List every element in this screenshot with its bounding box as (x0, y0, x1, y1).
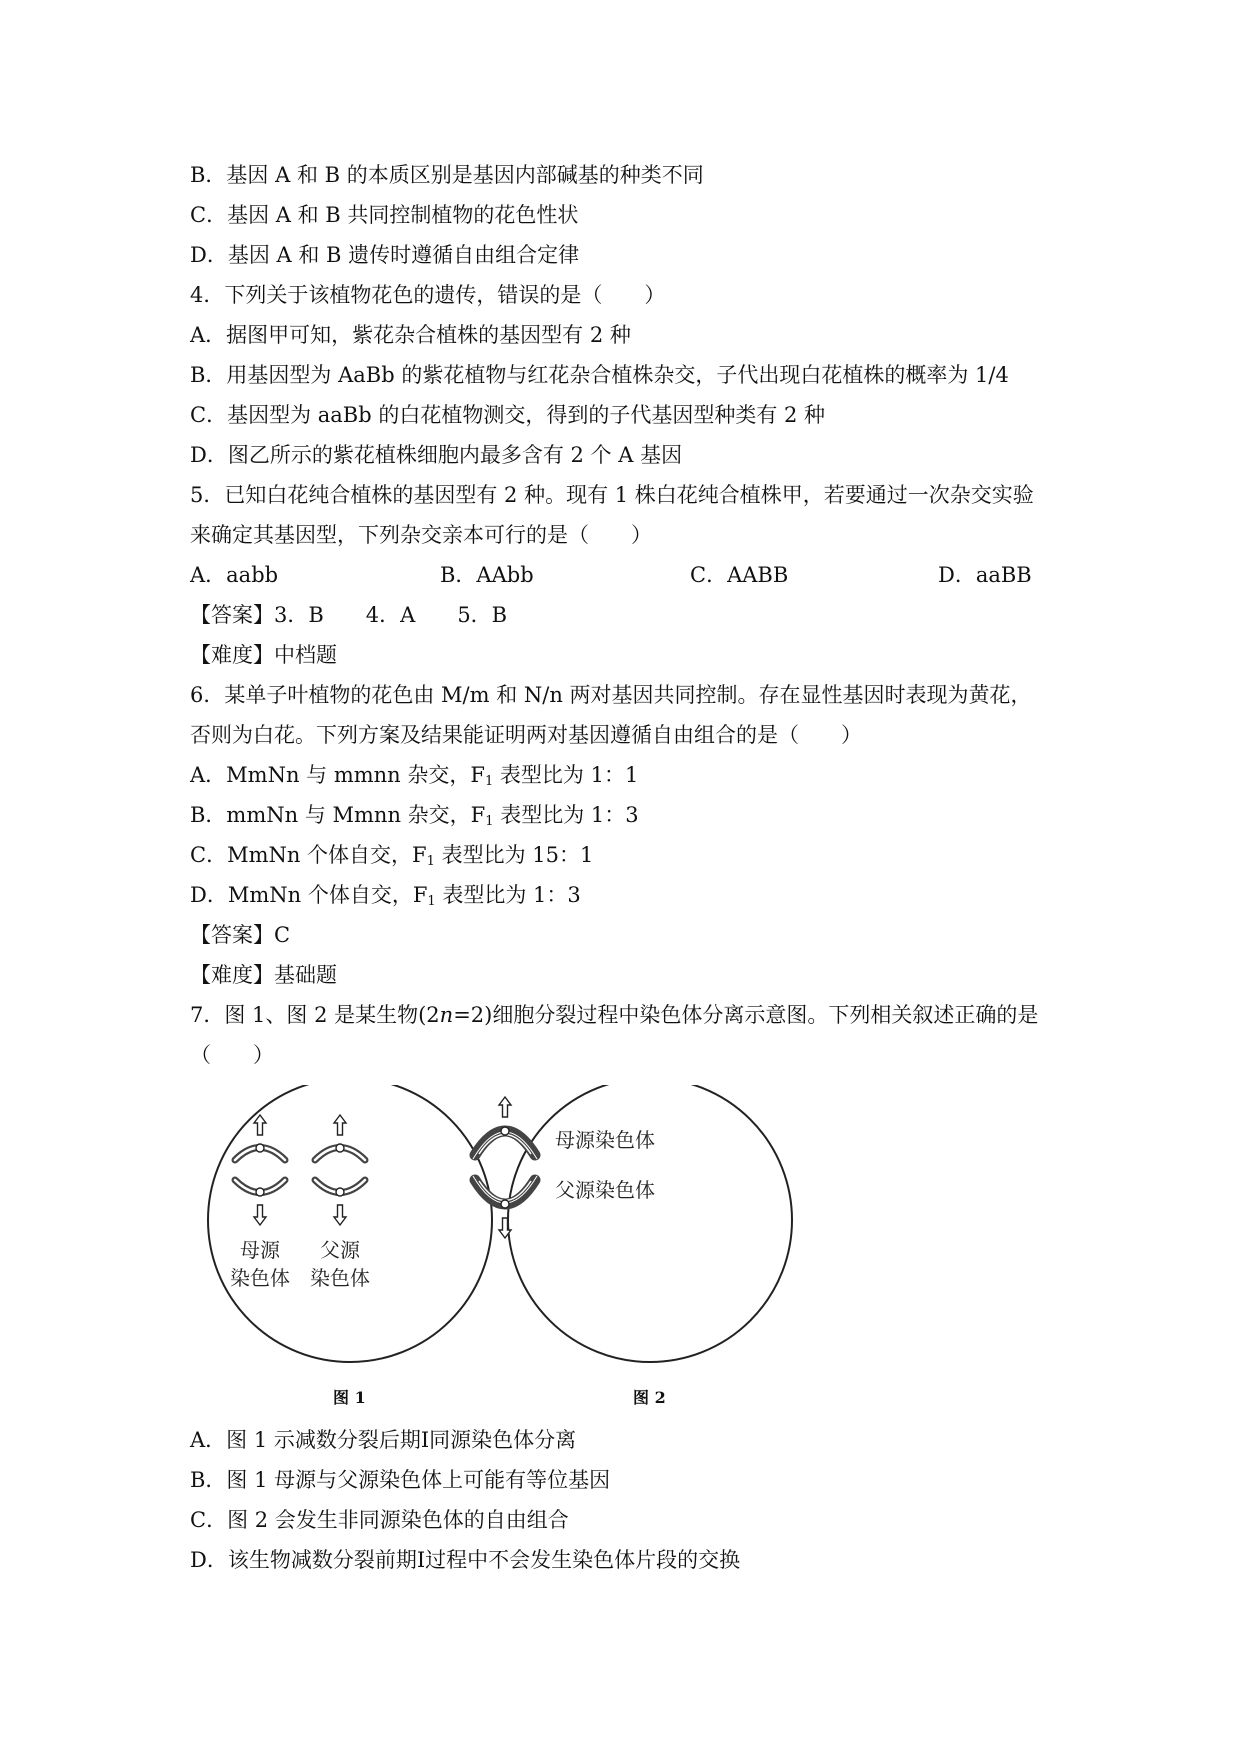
fig2-label-paternal: 父源染色体 (555, 1178, 655, 1202)
q3-option-c: C．基因 A 和 B 共同控制植物的花色性状 (190, 203, 579, 227)
q5-stem-line1: 5．已知白花纯合植株的基因型有 2 种。现有 1 株白花纯合植株甲，若要通过一次杂交实验 (190, 483, 1034, 507)
answer-345: 【答案】3．B 4．A 5．B (190, 603, 508, 627)
chromosome-diagram (205, 1085, 825, 1405)
q6-stem-line2: 否则为白花。下列方案及结果能证明两对基因遵循自由组合的是（ ） (190, 723, 862, 747)
figure-1-caption: 图 1 (333, 1388, 366, 1407)
difficulty-345: 【难度】中档题 (190, 643, 337, 667)
fig1-label-maternal-2: 染色体 (230, 1266, 290, 1290)
fig1-cell-outline (208, 1085, 492, 1362)
q6-option-a: A．MmNn 与 mmnn 杂交，$F_1$ 表型比为 1：1 (190, 763, 639, 789)
q4-option-b: B．用基因型为 AaBb 的紫花植物与红花杂合植株杂交，子代出现白花植株的概率为 1/4 (190, 363, 1009, 387)
q6-option-d: D．MmNn 个体自交，$F_1$ 表型比为 1：3 (190, 883, 581, 909)
q7-option-c: C．图 2 会发生非同源染色体的自由组合 (190, 1508, 569, 1532)
q7-stem-line2: （ ） (190, 1043, 274, 1067)
q5-option-a: A．aabb (190, 563, 279, 587)
fig1-label-maternal-1: 母源 (240, 1238, 280, 1262)
q6-stem-line1: 6．某单子叶植物的花色由 M/m 和 N/n 两对基因共同控制。存在显性基因时表现为黄花， (190, 683, 1032, 707)
figure-2-caption: 图 2 (633, 1388, 666, 1407)
q6-option-c: C．MmNn 个体自交，$F_1$ 表型比为 15：1 (190, 843, 594, 869)
fig1-label-paternal-2: 染色体 (310, 1266, 370, 1290)
difficulty-6: 【难度】基础题 (190, 963, 337, 987)
chromosome-figure (205, 1085, 825, 1405)
q5-stem-line2: 来确定其基因型，下列杂交亲本可行的是（ ） (190, 523, 652, 547)
q3-option-d: D．基因 A 和 B 遗传时遵循自由组合定律 (190, 243, 580, 267)
q5-option-c: C．AABB (690, 563, 789, 587)
q6-option-b: B．mmNn 与 Mmnn 杂交，$F_1$ 表型比为 1：3 (190, 803, 639, 829)
fig2-cell-outline (508, 1085, 792, 1362)
q4-stem: 4．下列关于该植物花色的遗传，错误的是（ ） (190, 283, 666, 307)
q7-option-b: B．图 1 母源与父源染色体上可能有等位基因 (190, 1468, 611, 1492)
q3-option-b: B．基因 A 和 B 的本质区别是基因内部碱基的种类不同 (190, 163, 704, 187)
q7-option-d: D．该生物减数分裂前期Ⅰ过程中不会发生染色体片段的交换 (190, 1548, 741, 1572)
q7-stem-line1: 7．图 1、图 2 是某生物(2n=2)细胞分裂过程中染色体分离示意图。下列相关叙述正确的是 (190, 1003, 1039, 1027)
q4-option-d: D．图乙所示的紫花植株细胞内最多含有 2 个 A 基因 (190, 443, 683, 467)
q4-option-a: A．据图甲可知，紫花杂合植株的基因型有 2 种 (190, 323, 631, 347)
answer-6: 【答案】C (190, 923, 291, 947)
q7-option-a: A．图 1 示减数分裂后期Ⅰ同源染色体分离 (190, 1428, 577, 1452)
q4-option-c: C．基因型为 aaBb 的白花植物测交，得到的子代基因型种类有 2 种 (190, 403, 826, 427)
fig1-label-paternal-1: 父源 (320, 1238, 360, 1262)
fig2-label-maternal: 母源染色体 (555, 1128, 655, 1152)
q5-option-b: B．AAbb (440, 563, 534, 587)
q5-option-d: D．aaBB (938, 563, 1032, 587)
